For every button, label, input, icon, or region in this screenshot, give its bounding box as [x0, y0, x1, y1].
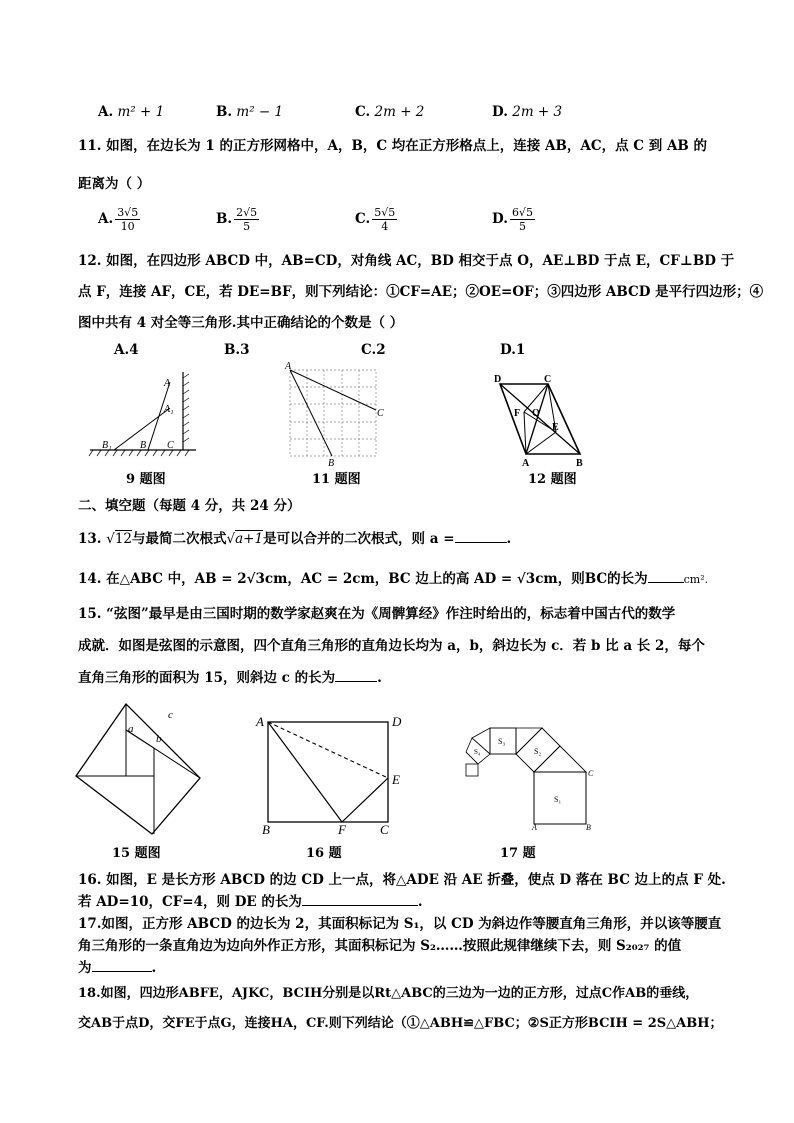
q12-option-d: D.1 — [500, 342, 526, 358]
figure-11 — [282, 360, 392, 468]
f9-label-b: B — [140, 440, 147, 451]
figure-9 — [88, 364, 203, 459]
f9-label-c: C — [167, 440, 174, 451]
q12-option-c: C.2 — [361, 342, 386, 358]
figure-12 — [488, 372, 588, 468]
q10-option-c: C. 2m + 2 — [355, 104, 425, 120]
figure-12-caption: 12 题图 — [528, 472, 577, 487]
f12-label-d: D — [494, 374, 502, 385]
q18-line1: 18.如图，四边形ABFE，AJKC，BCIH分别是以Rt△ABC的三边为一边的正方形，过点C作AB的垂线， — [78, 986, 699, 1001]
f12-label-c: C — [544, 374, 552, 385]
f12-label-a: A — [522, 458, 530, 468]
q12-option-b: B.3 — [224, 342, 250, 358]
f17-label-c: C — [588, 769, 594, 778]
f17-label-a: A — [532, 823, 537, 832]
q14-line: 14. 在△ABC 中，AB = 2√3cm，AC = 2cm，BC 边上的高 AD = √3cm，则BC的长为 cm². — [78, 571, 709, 587]
f12-label-e: E — [552, 422, 559, 433]
f17-label-s3: S₃ — [498, 737, 506, 746]
f12-label-o: O — [532, 408, 540, 419]
q12-line1: 12. 如图，在四边形 ABCD 中，AB=CD，对角线 AC，BD 相交于点 O，AE⊥BD 于点 E，CF⊥BD 于 — [78, 253, 735, 269]
figure-16-caption: 16 题 — [306, 846, 342, 861]
q12-line3: 图中共有 4 对全等三角形.其中正确结论的个数是（ ） — [78, 315, 404, 331]
q15-line1: 15. “弦图”最早是由三国时期的数学家赵爽在为《周髀算经》作注时给出的，标志着中国古代的数学 — [78, 606, 676, 622]
f16-label-f: F — [338, 822, 346, 836]
q16-line2: 若 AD=10，CF=4，则 DE 的长为 . — [78, 894, 423, 910]
f11-label-c: C — [377, 408, 384, 419]
f15-label-b: b — [156, 733, 162, 745]
f15-label-a: a — [128, 723, 134, 735]
f12-label-f: F — [514, 408, 521, 419]
figure-15-caption: 15 题图 — [112, 846, 161, 861]
figure-17 — [462, 716, 598, 832]
section-2-heading: 二、填空题（每题 4 分，共 24 分） — [78, 498, 301, 514]
q10-option-a: A. m² + 1 — [98, 104, 165, 120]
q11-option-a: A. $\frac{3√5}{10}$ — [98, 206, 139, 233]
figure-9-caption: 9 题图 — [126, 472, 166, 487]
q10-option-b: B. m² − 1 — [216, 104, 284, 120]
q12-option-a: A.4 — [114, 342, 139, 358]
f9-label-b1: B₁ — [102, 440, 112, 451]
f11-label-a: A — [285, 361, 292, 372]
f16-label-c: C — [380, 822, 389, 836]
q11-option-d: D. $\frac{6√5}{5}$ — [492, 206, 533, 233]
f11-label-b: B — [328, 458, 335, 468]
f9-label-a1: A₁ — [164, 404, 174, 415]
f16-label-b: B — [262, 822, 270, 836]
figure-16 — [252, 708, 412, 836]
f16-label-d: D — [392, 714, 402, 729]
f15-label-c: c — [168, 709, 173, 721]
q16-line1: 16. 如图，E 是长方形 ABCD 的边 CD 上一点，将△ADE 沿 AE 折叠，使点 D 落在 BC 边上的点 F 处. — [78, 872, 726, 888]
q11-line2: 距离为（ ） — [78, 176, 151, 192]
f17-label-s1: S₁ — [554, 795, 562, 804]
q17-line1: 17.如图，正方形 ABCD 的边长为 2，其面积标记为 S₁，以 CD 为斜边作等腰直角三角形，并以该等腰直 — [78, 916, 722, 932]
q15-line2: 成就．如图是弦图的示意图，四个直角三角形的直角边长均为 a，b，斜边长为 c．若 b 比 a 长 2，每个 — [78, 638, 705, 654]
f17-label-b: B — [586, 823, 591, 832]
q10-option-d: D. 2m + 3 — [492, 104, 563, 120]
f12-label-b: B — [576, 458, 583, 468]
q12-line2: 点 F，连接 AF，CE，若 DE=BF，则下列结论：①CF=AE；②OE=OF；③四边形 ABCD 是平行四边形；④ — [78, 284, 764, 300]
q17-line3: 为 . — [78, 960, 157, 976]
figure-15 — [74, 700, 204, 840]
q15-line3: 直角三角形的面积为 15，则斜边 c 的长为 . — [78, 670, 382, 686]
q18-line2: 交AB于点D，交FE于点G，连接HA，CF.则下列结论（①△ABH≌△FBC；②S正方形BCIH = 2S△ABH； — [78, 1016, 723, 1031]
q11-option-b: B. $\frac{2√5}{5}$ — [216, 206, 258, 233]
q17-line2: 角三角形的一条直角边为边向外作正方形，其面积标记为 S₂……按照此规律继续下去，则 S₂₀₂₇ 的值 — [78, 938, 682, 954]
f16-label-e: E — [392, 772, 400, 787]
f17-label-s2: S₂ — [534, 747, 542, 756]
figure-17-caption: 17 题 — [500, 846, 536, 861]
f17-label-s4: S₄ — [474, 748, 481, 756]
q11-line1: 11. 如图，在边长为 1 的正方形网格中，A，B，C 均在正方形格点上，连接 AB，AC，点 C 到 AB 的 — [78, 138, 708, 154]
f16-label-a: A — [256, 714, 264, 729]
q13-line: 13. √12与最简二次根式√a+1是可以合并的二次根式，则 a = . — [78, 531, 512, 547]
figure-11-caption: 11 题图 — [312, 472, 361, 487]
q11-option-c: C. $\frac{5√5}{4}$ — [355, 206, 396, 233]
f9-label-a: A — [164, 378, 171, 389]
